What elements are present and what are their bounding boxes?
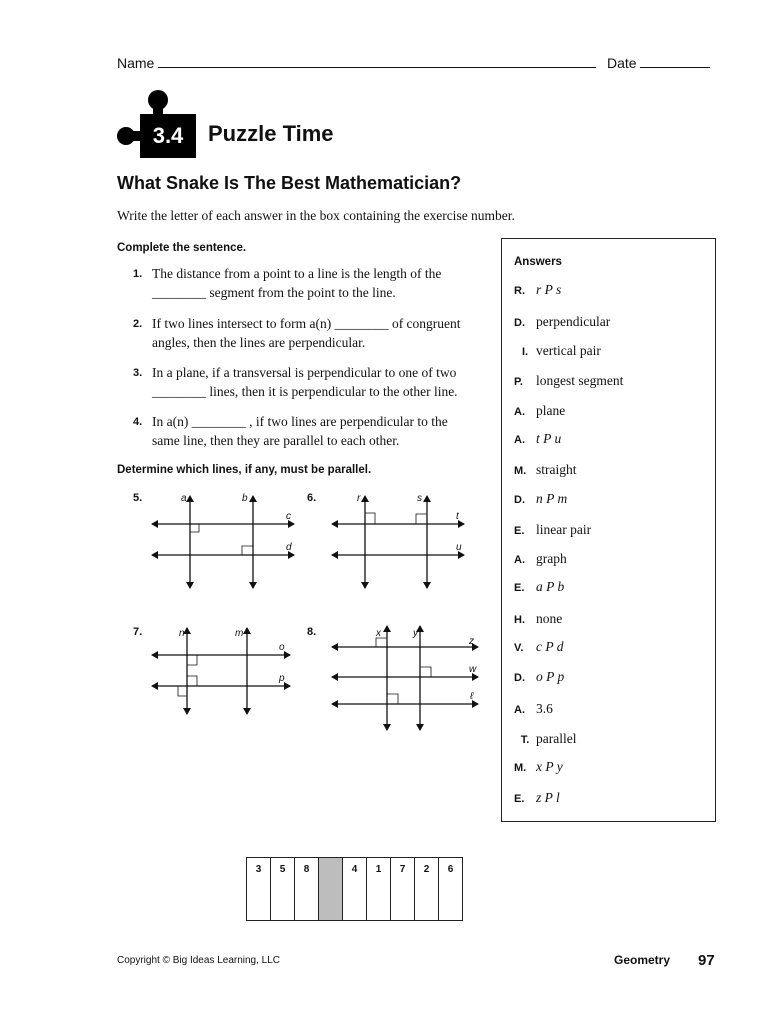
answer-item (514, 373, 623, 389)
question-number: 1. (133, 268, 143, 280)
question-number: 3. (133, 367, 143, 379)
answer-item (514, 579, 564, 595)
line-label: u (456, 542, 462, 553)
answer-letter: T. (520, 734, 530, 746)
answer-item (514, 551, 567, 567)
grid-cell[interactable]: 6 (439, 858, 463, 921)
answer-letter: V. (514, 642, 524, 654)
section-heading-complete: Complete the sentence. (117, 242, 247, 254)
answer-item (514, 639, 564, 655)
grid-cell[interactable]: 8 (295, 858, 319, 921)
answer-text: longest segment (536, 373, 624, 388)
answer-item (514, 759, 563, 775)
line-label: ℓ (470, 691, 474, 702)
answer-letter: E. (514, 793, 525, 805)
answer-letter: D. (514, 317, 525, 329)
answer-text: t P u (536, 431, 562, 446)
answer-letter: M. (514, 465, 527, 477)
answer-grid (246, 857, 463, 921)
answer-letter: P. (514, 376, 523, 388)
copyright: Copyright © Big Ideas Learning, LLC (117, 955, 281, 966)
question-number: 4. (133, 416, 143, 428)
answer-text: graph (536, 551, 567, 566)
question-text: The distance from a point to a line is the length of the ________ segment from the point to the line. (152, 266, 442, 300)
answer-item (514, 669, 564, 685)
answer-text: n P m (536, 491, 568, 506)
answer-text: straight (536, 462, 577, 477)
question-number: 2. (133, 318, 143, 330)
line-label: t (456, 511, 459, 522)
line-label: z (469, 636, 474, 647)
line-label: x (376, 628, 381, 639)
answer-item (514, 611, 562, 627)
answer-item (514, 462, 577, 478)
answer-item (514, 731, 576, 747)
answer-item (514, 701, 553, 717)
question-text: In a plane, if a transversal is perpendicular to one of two ________ lines, then it is perpendicular to the other line. (152, 365, 458, 399)
figure-8-diagram (332, 626, 478, 730)
answer-letter: I. (521, 346, 529, 358)
line-label: p (279, 673, 285, 684)
puzzle-question: What Snake Is The Best Mathematician? (117, 173, 462, 193)
grid-cell[interactable]: 7 (391, 858, 415, 921)
answer-letter: A. (514, 554, 525, 566)
line-label: m (235, 628, 244, 639)
answer-text: parallel (536, 731, 577, 746)
answer-letter: H. (514, 614, 525, 626)
answer-item (514, 343, 601, 359)
line-label: r (357, 493, 361, 504)
answer-letter: A. (514, 406, 525, 418)
line-label: d (286, 542, 292, 553)
answer-letter: E. (514, 525, 525, 537)
page-number: 97 (698, 952, 715, 969)
figure-7-diagram (152, 628, 290, 714)
question-text: If two lines intersect to form a(n) ________ of congruent angles, then the lines are perpendicular. (152, 316, 461, 350)
answer-letter: A. (514, 434, 525, 446)
figure-6-diagram (332, 496, 464, 588)
name-label: Name (117, 55, 155, 71)
answer-item (514, 314, 610, 330)
answer-text: plane (536, 403, 566, 418)
line-label: y (413, 628, 418, 639)
date-label: Date (607, 55, 637, 71)
answer-letter: E. (514, 582, 525, 594)
grid-cell[interactable]: 1 (367, 858, 391, 921)
answer-letter: D. (514, 494, 525, 506)
answer-text: none (536, 611, 563, 626)
answer-letter: M. (514, 762, 527, 774)
figure-number: 6. (307, 492, 317, 504)
grid-cell[interactable]: 4 (343, 858, 367, 921)
line-label: o (279, 642, 285, 653)
answer-text: r P s (536, 282, 562, 297)
line-label: b (242, 493, 248, 504)
page-title: Puzzle Time (208, 121, 334, 146)
answer-text: x P y (536, 759, 563, 774)
answer-letter: R. (514, 285, 525, 297)
answer-text: perpendicular (536, 314, 611, 329)
answer-text: a P b (536, 579, 565, 594)
line-label: c (286, 511, 291, 522)
answer-letter: D. (514, 672, 525, 684)
grid-cell[interactable]: 3 (247, 858, 271, 921)
answer-item (514, 790, 560, 806)
answer-item (514, 431, 561, 447)
figure-number: 7. (133, 626, 143, 638)
grid-cell[interactable]: 5 (271, 858, 295, 921)
section-heading-parallel: Determine which lines, if any, must be parallel. (117, 464, 372, 476)
grid-cell-shaded (319, 858, 343, 921)
grid-cell[interactable]: 2 (415, 858, 439, 921)
answer-item (514, 403, 565, 419)
answer-text: 3.6 (536, 701, 553, 716)
answer-item (514, 522, 591, 538)
figure-5-diagram (152, 496, 294, 588)
question-text: In a(n) ________ , if two lines are perpendicular to the same line, then they are parallel to each other. (152, 414, 448, 448)
line-label: w (469, 664, 477, 675)
line-label: a (181, 493, 187, 504)
answer-text: vertical pair (536, 343, 601, 358)
answer-text: c P d (536, 639, 564, 654)
lesson-number: 3.4 (140, 114, 196, 158)
answer-item (514, 282, 561, 298)
answers-heading: Answers (514, 256, 562, 268)
answer-letter: A. (514, 704, 525, 716)
figure-number: 8. (307, 626, 317, 638)
figure-number: 5. (133, 492, 143, 504)
line-label: n (179, 628, 185, 639)
answer-text: o P p (536, 669, 565, 684)
instructions: Write the letter of each answer in the box containing the exercise number. (117, 208, 515, 223)
line-label: s (417, 493, 422, 504)
answer-text: linear pair (536, 522, 592, 537)
answer-text: z P l (536, 790, 560, 805)
answer-item (514, 491, 567, 507)
course-name: Geometry (614, 953, 671, 967)
